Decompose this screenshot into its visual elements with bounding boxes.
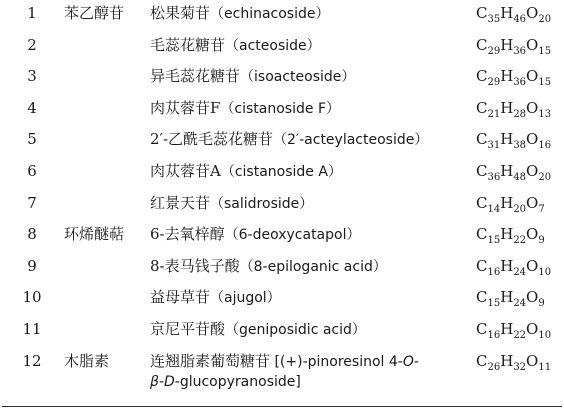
- compound-name-en-o: O: [402, 353, 414, 370]
- compound-name-cn: 连翘脂素葡萄糖苷: [150, 351, 271, 370]
- molecular-formula: [476, 225, 564, 257]
- element-o: O: [526, 98, 539, 117]
- count-c: 36: [487, 171, 501, 183]
- count-h: 28: [513, 108, 527, 120]
- compound-number: 9: [27, 256, 37, 275]
- element-c: C: [476, 130, 488, 149]
- table-row: [0, 99, 564, 131]
- compound-name-cn: 红景天苷: [150, 193, 211, 212]
- compound-class: [64, 288, 150, 320]
- molecular-formula: [476, 36, 564, 68]
- compound-name: [150, 67, 476, 99]
- compound-name-cn: 异毛蕊花糖苷: [150, 67, 241, 86]
- compound-class: [64, 257, 150, 289]
- count-o: 10: [538, 266, 552, 278]
- table-row: [0, 320, 564, 352]
- element-h: H: [500, 98, 514, 117]
- element-c: C: [476, 161, 488, 180]
- count-h: 22: [513, 329, 527, 341]
- compound-number: 11: [22, 319, 42, 338]
- element-o: O: [526, 225, 539, 244]
- compound-name-cn: 松果菊苷: [150, 4, 211, 22]
- count-h: 22: [513, 235, 527, 247]
- compound-name-cn: 8-表马钱子酸: [150, 256, 240, 275]
- compound-name-en-d: D: [164, 373, 175, 390]
- compound-class: [64, 320, 150, 352]
- compound-number: 6: [27, 161, 37, 180]
- element-c: C: [476, 193, 488, 212]
- count-h: 20: [513, 203, 527, 215]
- compound-number: 10: [22, 288, 42, 307]
- element-h: H: [500, 351, 514, 370]
- count-o: 10: [538, 329, 552, 341]
- compound-class: [64, 194, 150, 226]
- compound-name-en: （echinacoside）: [210, 6, 330, 22]
- compound-name-en-e: -glucopyranoside]: [174, 373, 301, 390]
- compound-name-en: （2′-acteylacteoside）: [273, 132, 429, 149]
- count-o: 20: [538, 171, 552, 183]
- compound-name-wrap: [150, 352, 470, 392]
- compound-name: [150, 99, 476, 131]
- count-c: 16: [487, 266, 501, 278]
- count-c: 29: [487, 45, 501, 57]
- count-c: 35: [487, 14, 501, 25]
- compound-number: 8: [27, 225, 37, 244]
- element-o: O: [526, 288, 539, 307]
- compound-table: [0, 4, 564, 402]
- compound-number: 2: [27, 35, 37, 54]
- element-o: O: [526, 193, 539, 212]
- element-c: C: [476, 256, 488, 275]
- compound-name-cn: 肉苁蓉苷F: [150, 98, 221, 117]
- compound-class: [64, 130, 150, 162]
- compound-number: 12: [22, 351, 42, 370]
- compound-name: [150, 4, 476, 36]
- element-c: C: [476, 319, 488, 338]
- compound-number: 3: [27, 67, 37, 86]
- molecular-formula: [476, 194, 564, 226]
- count-c: 16: [487, 329, 501, 341]
- count-o: 15: [538, 45, 552, 57]
- count-o: 16: [538, 140, 552, 152]
- compound-class: 环烯醚萜: [64, 225, 125, 244]
- table-row: [0, 67, 564, 99]
- compound-name-en: （8-epiloganic acid）: [239, 258, 387, 275]
- element-c: C: [476, 351, 488, 370]
- element-h: H: [500, 256, 514, 275]
- molecular-formula: [476, 130, 564, 162]
- element-c: C: [476, 67, 488, 86]
- element-c: C: [476, 4, 488, 22]
- compound-name: [150, 162, 476, 194]
- element-h: H: [500, 161, 514, 180]
- compound-name: [150, 352, 476, 402]
- element-h: H: [500, 4, 514, 22]
- compound-number: 1: [27, 4, 37, 22]
- table-bottom-rule: [2, 406, 562, 407]
- element-h: H: [500, 35, 514, 54]
- compound-number: 5: [27, 130, 37, 149]
- compound-name-cn: 京尼平苷酸: [150, 319, 226, 338]
- element-c: C: [476, 288, 488, 307]
- compound-name: [150, 225, 476, 257]
- table-row: [0, 288, 564, 320]
- count-h: 36: [513, 77, 527, 89]
- count-c: 29: [487, 77, 501, 89]
- compound-name-cn: 肉苁蓉苷A: [150, 161, 221, 180]
- table-row: [0, 36, 564, 68]
- element-o: O: [526, 161, 539, 180]
- compound-class: 苯乙醇苷: [64, 4, 125, 22]
- element-o: O: [526, 35, 539, 54]
- molecular-formula: [476, 320, 564, 352]
- compound-name-cn: 6-去氧梓醇: [150, 225, 225, 244]
- compound-name-en-b: -: [413, 353, 419, 370]
- compound-name: [150, 288, 476, 320]
- count-h: 48: [513, 171, 527, 183]
- molecular-formula: [476, 288, 564, 320]
- element-o: O: [526, 319, 539, 338]
- compound-name-en: （acteoside）: [225, 37, 321, 54]
- table-row: [0, 162, 564, 194]
- count-h: 36: [513, 45, 527, 57]
- compound-number: 4: [27, 98, 37, 117]
- compound-name-en: （6-deoxycatapol）: [224, 227, 361, 244]
- element-c: C: [476, 35, 488, 54]
- compound-name: [150, 257, 476, 289]
- element-o: O: [526, 256, 539, 275]
- compound-name: [150, 130, 476, 162]
- count-c: 21: [487, 108, 501, 120]
- compound-class: [64, 36, 150, 68]
- compound-name-en-a: [(+)-pinoresinol 4-: [270, 353, 403, 370]
- element-c: C: [476, 225, 488, 244]
- compound-number: 7: [27, 193, 37, 212]
- molecular-formula: [476, 352, 564, 402]
- element-h: H: [500, 225, 514, 244]
- compound-name-en: （ajugol）: [210, 290, 281, 307]
- molecular-formula: [476, 4, 564, 36]
- molecular-formula: [476, 99, 564, 131]
- molecular-formula: [476, 257, 564, 289]
- count-c: 15: [487, 298, 501, 310]
- compound-class: 木脂素: [64, 351, 110, 370]
- element-h: H: [500, 130, 514, 149]
- compound-name-en: （cistanoside F）: [220, 100, 340, 117]
- count-h: 24: [513, 266, 527, 278]
- count-o: 9: [538, 235, 545, 247]
- compound-name: [150, 320, 476, 352]
- compound-name-cn: 2′-乙酰毛蕊花糖苷: [150, 130, 274, 149]
- count-c: 26: [487, 361, 501, 373]
- compound-name: [150, 194, 476, 226]
- element-o: O: [526, 351, 539, 370]
- count-c: 31: [487, 140, 501, 152]
- compound-name-en-c: -: [158, 373, 164, 390]
- element-h: H: [500, 193, 514, 212]
- count-o: 7: [538, 203, 545, 215]
- count-h: 32: [513, 361, 527, 373]
- count-o: 13: [538, 108, 552, 120]
- table-row: [0, 352, 564, 402]
- count-h: 46: [513, 14, 527, 25]
- count-o: 9: [538, 298, 545, 310]
- count-o: 15: [538, 77, 552, 89]
- compound-class: [64, 99, 150, 131]
- count-c: 15: [487, 235, 501, 247]
- compound-class: [64, 162, 150, 194]
- element-o: O: [526, 130, 539, 149]
- count-o: 20: [538, 14, 552, 25]
- molecular-formula: [476, 67, 564, 99]
- count-o: 11: [538, 361, 552, 373]
- table-row: [0, 130, 564, 162]
- compound-name-en: （salidroside）: [210, 195, 314, 212]
- compound-name-en: （geniposidic acid）: [225, 321, 366, 338]
- element-o: O: [526, 67, 539, 86]
- element-h: H: [500, 288, 514, 307]
- element-o: O: [526, 4, 539, 22]
- compound-name-en-beta: β: [150, 373, 159, 390]
- compound-name-en: （isoacteoside）: [240, 69, 356, 86]
- count-h: 24: [513, 298, 527, 310]
- element-c: C: [476, 98, 488, 117]
- count-c: 14: [487, 203, 501, 215]
- table-row: [0, 225, 564, 257]
- count-h: 38: [513, 140, 527, 152]
- compound-name-cn: 益母草苷: [150, 288, 211, 307]
- table-row: [0, 194, 564, 226]
- compound-name-cn: 毛蕊花糖苷: [150, 35, 226, 54]
- element-h: H: [500, 67, 514, 86]
- element-h: H: [500, 319, 514, 338]
- compound-name-en: （cistanoside A）: [220, 163, 342, 180]
- table-row: [0, 4, 564, 36]
- compound-class: [64, 67, 150, 99]
- molecular-formula: [476, 162, 564, 194]
- compound-name: [150, 36, 476, 68]
- table-row: [0, 257, 564, 289]
- compound-table-body: [0, 4, 564, 402]
